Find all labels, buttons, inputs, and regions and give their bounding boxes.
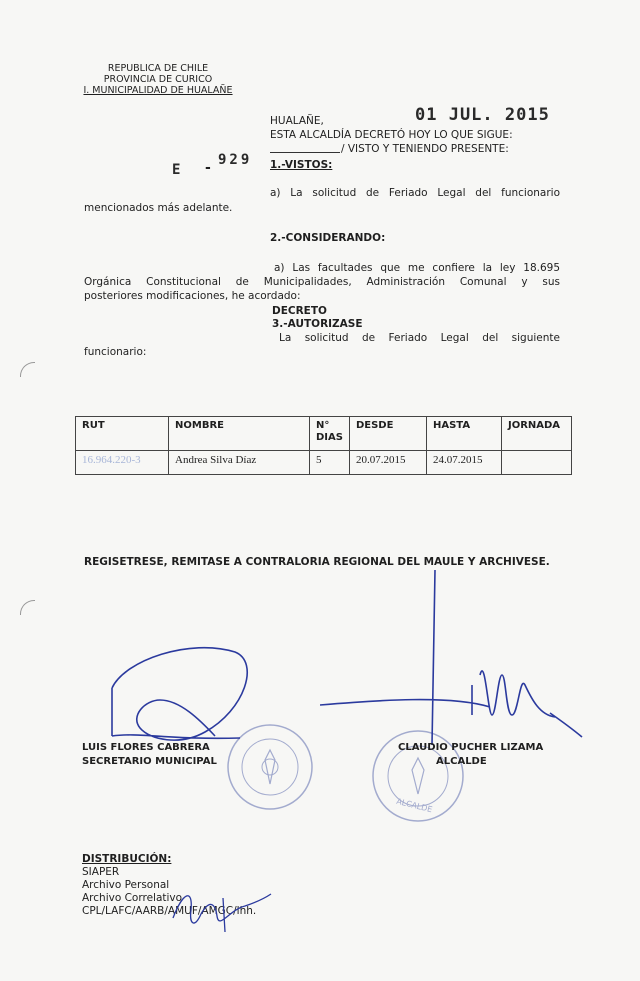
header-block [78,63,238,96]
vistos-heading: 1.-VISTOS: [270,159,333,171]
col-header-rut: RUT [76,417,169,451]
table-header-row [76,417,572,451]
secretario-role: SECRETARIO MUNICIPAL [82,756,217,767]
alcalde-role: ALCALDE [436,756,487,767]
cell-rut: 16.964.220-3 [76,451,169,475]
initials-signature [165,880,275,940]
cell-nombre: Andrea Silva Díaz [169,451,310,475]
alcaldia-line: ESTA ALCALDÍA DECRETÓ HOY LO QUE SIGUE: [270,129,513,141]
decree-number: 929 [218,152,253,168]
feriado-table [75,416,572,475]
header-line-provincia: PROVINCIA DE CURICO [103,74,213,85]
vistos-text-b: mencionados más adelante. [84,202,233,214]
secretario-name: LUIS FLORES CABRERA [82,742,210,753]
alcalde-signature [320,565,590,765]
distribucion-item: CPL/LAFC/AARB/AMUF/AMGC/lhh. [82,905,257,917]
distribucion-item: Archivo Correlativo [82,892,183,904]
punch-hole-mark [20,362,35,377]
considerando-text-a: a) Las facultades que me confiere la ley 18.695 [274,262,560,274]
punch-hole-mark [20,600,35,615]
col-header-nombre: NOMBRE [169,417,310,451]
alcalde-name: CLAUDIO PUCHER LIZAMA [398,742,544,753]
table-row [76,451,572,475]
cell-desde: 20.07.2015 [349,451,426,475]
col-header-hasta: HASTA [426,417,501,451]
col-header-dias: N° DIAS [310,417,350,451]
col-header-desde: DESDE [349,417,426,451]
distribucion-item: Archivo Personal [82,879,170,891]
considerando-heading: 2.-CONSIDERANDO: [270,232,386,244]
decreto-text-b: funcionario: [84,346,147,358]
vistos-text-a: a) La solicitud de Feriado Legal del funcionario [270,187,560,199]
cell-dias: 5 [310,451,350,475]
cell-hasta: 24.07.2015 [426,451,501,475]
stamp-label-alcalde: ALCALDE [395,796,434,815]
autorizase-heading: 3.-AUTORIZASE [272,318,363,330]
cell-jornada [501,451,571,475]
decree-prefix: E [172,162,184,178]
place: HUALAÑE, [270,115,324,127]
decreto-heading: DECRETO [272,305,327,317]
date-stamp: 01 JUL. 2015 [415,105,550,125]
header-line-municipalidad: I. MUNICIPALIDAD DE HUALAÑE [83,85,233,96]
decree-blank-line [270,152,340,153]
decreto-text-a: La solicitud de Feriado Legal del siguiente [279,332,560,344]
visto-line: / VISTO Y TENIENDO PRESENTE: [341,143,509,155]
considerando-text-b: Orgánica Constitucional de Municipalidades, Administración Comunal y sus [84,276,560,288]
header-line-republica: REPUBLICA DE CHILE [107,63,209,74]
decree-dash: - [205,160,211,176]
col-header-jornada: JORNADA [501,417,571,451]
distribucion-item: SIAPER [82,866,120,878]
considerando-text-c: posteriores modificaciones, he acordado: [84,290,301,302]
registrese-line: REGISETRESE, REMITASE A CONTRALORIA REGIONAL DEL MAULE Y ARCHIVESE. [84,556,550,568]
distribucion-heading: DISTRIBUCIÓN: [82,853,172,865]
